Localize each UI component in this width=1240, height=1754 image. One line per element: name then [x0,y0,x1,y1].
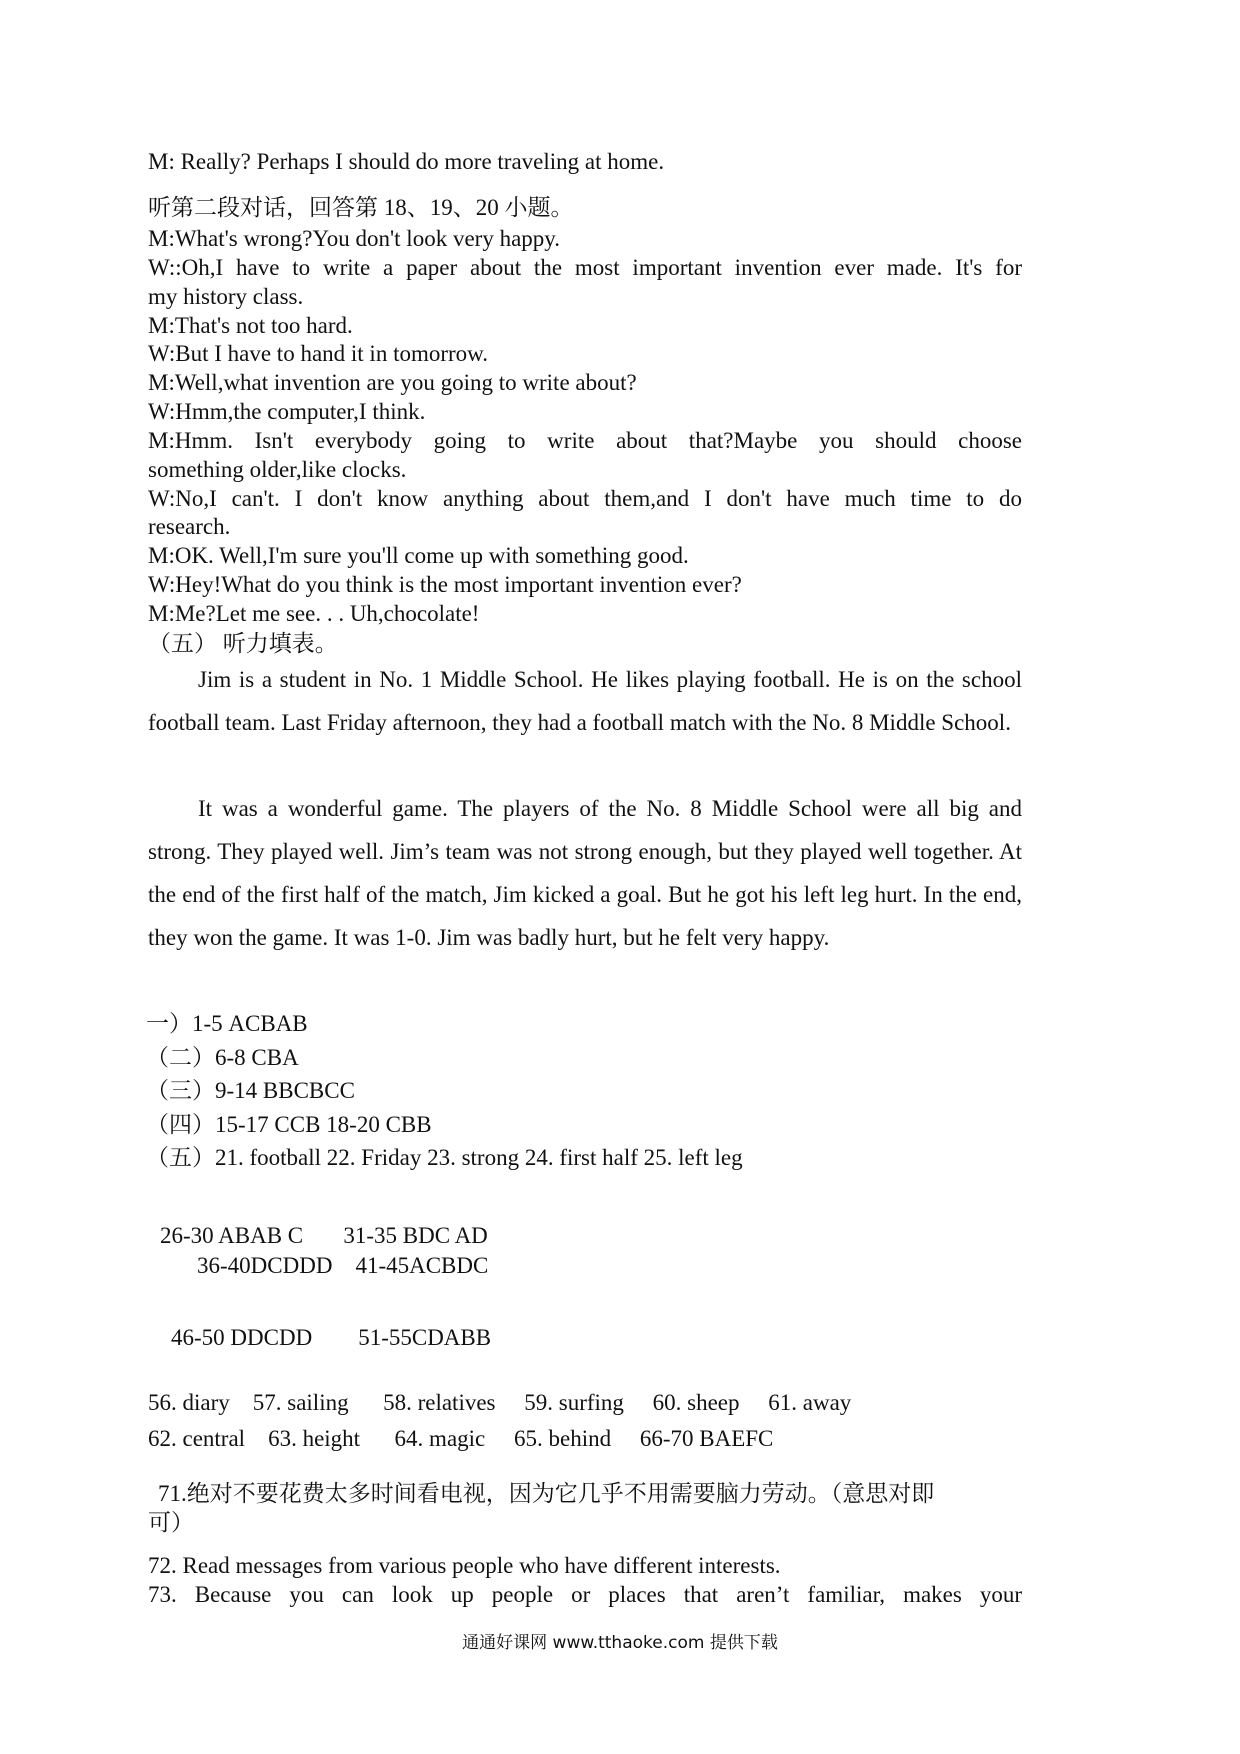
dialogue-line: M:OK. Well,I'm sure you'll come up with something good. [148,543,689,568]
passage-paragraph [148,658,1022,744]
dialogue-line: M:Well,what invention are you going to write about? [148,370,637,395]
answer-line: 一）1-5 ACBAB [146,1011,308,1036]
dialogue-line: W:But I have to hand it in tomorrow. [148,341,489,366]
dialogue-line: M:Hmm. Isn't everybody going to write about that?Maybe you should choose [148,428,1022,453]
passage-paragraph [148,787,1022,959]
dialogue-line: my history class. [148,284,304,309]
answer-line: 可） [148,1510,194,1535]
answer-line: （二）6-8 CBA [146,1045,299,1070]
answer-line: 26-30 ABAB C 31-35 BDC AD [160,1223,488,1248]
dialogue-line: W:Hmm,the computer,I think. [148,399,426,424]
answer-line: 36-40DCDDD 41-45ACBDC [197,1253,489,1278]
answer-line: （四）15-17 CCB 18-20 CBB [146,1112,432,1137]
dialogue-line: M:That's not too hard. [148,313,353,338]
passage-paragraph-text: It was a wonderful game. The players of the No. 8 Middle School were all big and strong. They played well. Jim’s team was not strong enough, but they played well together. At the end of the first half of the match, Jim kicked a goal. But he got his left leg hurt. In the end, they won the game. It was 1-0. Jim was badly hurt, but he felt very happy. [148,796,1022,950]
answer-line: 71.绝对不要花费太多时间看电视，因为它几乎不用需要脑力劳动。（意思对即 [158,1481,935,1506]
dialogue-line: M:What's wrong?You don't look very happy. [148,226,561,251]
dialogue-line: research. [148,514,231,539]
answer-line: 62. central 63. height 64. magic 65. behind 66-70 BAEFC [148,1426,774,1451]
page-footer: 通通好课网 www.tthaoke.com 提供下载 [462,1633,778,1653]
dialogue-line: something older,like clocks. [148,457,407,482]
dialogue-heading: 听第二段对话，回答第 18、19、20 小题。 [148,195,574,220]
dialogue-line: W::Oh,I have to write a paper about the most important invention ever made. It's for [148,255,1022,280]
answer-line: 72. Read messages from various people who have different interests. [148,1553,781,1578]
answer-line: 73. Because you can look up people or places that aren’t familiar, makes your [148,1582,1022,1607]
dialogue-line: M:Me?Let me see. . . Uh,chocolate! [148,601,480,626]
dialogue-line: M: Really? Perhaps I should do more traveling at home. [148,149,665,174]
answer-line: 56. diary 57. sailing 58. relatives 59. surfing 60. sheep 61. away [148,1390,852,1415]
section-heading: （五） 听力填表。 [148,631,338,656]
dialogue-line: W:No,I can't. I don't know anything about them,and I don't have much time to do [148,486,1022,511]
dialogue-line: W:Hey!What do you think is the most important invention ever? [148,572,742,597]
answer-line: （三）9-14 BBCBCC [146,1078,355,1103]
answer-line: （五）21. football 22. Friday 23. strong 24. first half 25. left leg [146,1145,743,1170]
passage-paragraph-text: Jim is a student in No. 1 Middle School. He likes playing football. He is on the school football team. Last Friday afternoon, they had a football match with the No. 8 Middle School. [148,667,1022,735]
answer-line: 46-50 DDCDD 51-55CDABB [171,1325,492,1350]
